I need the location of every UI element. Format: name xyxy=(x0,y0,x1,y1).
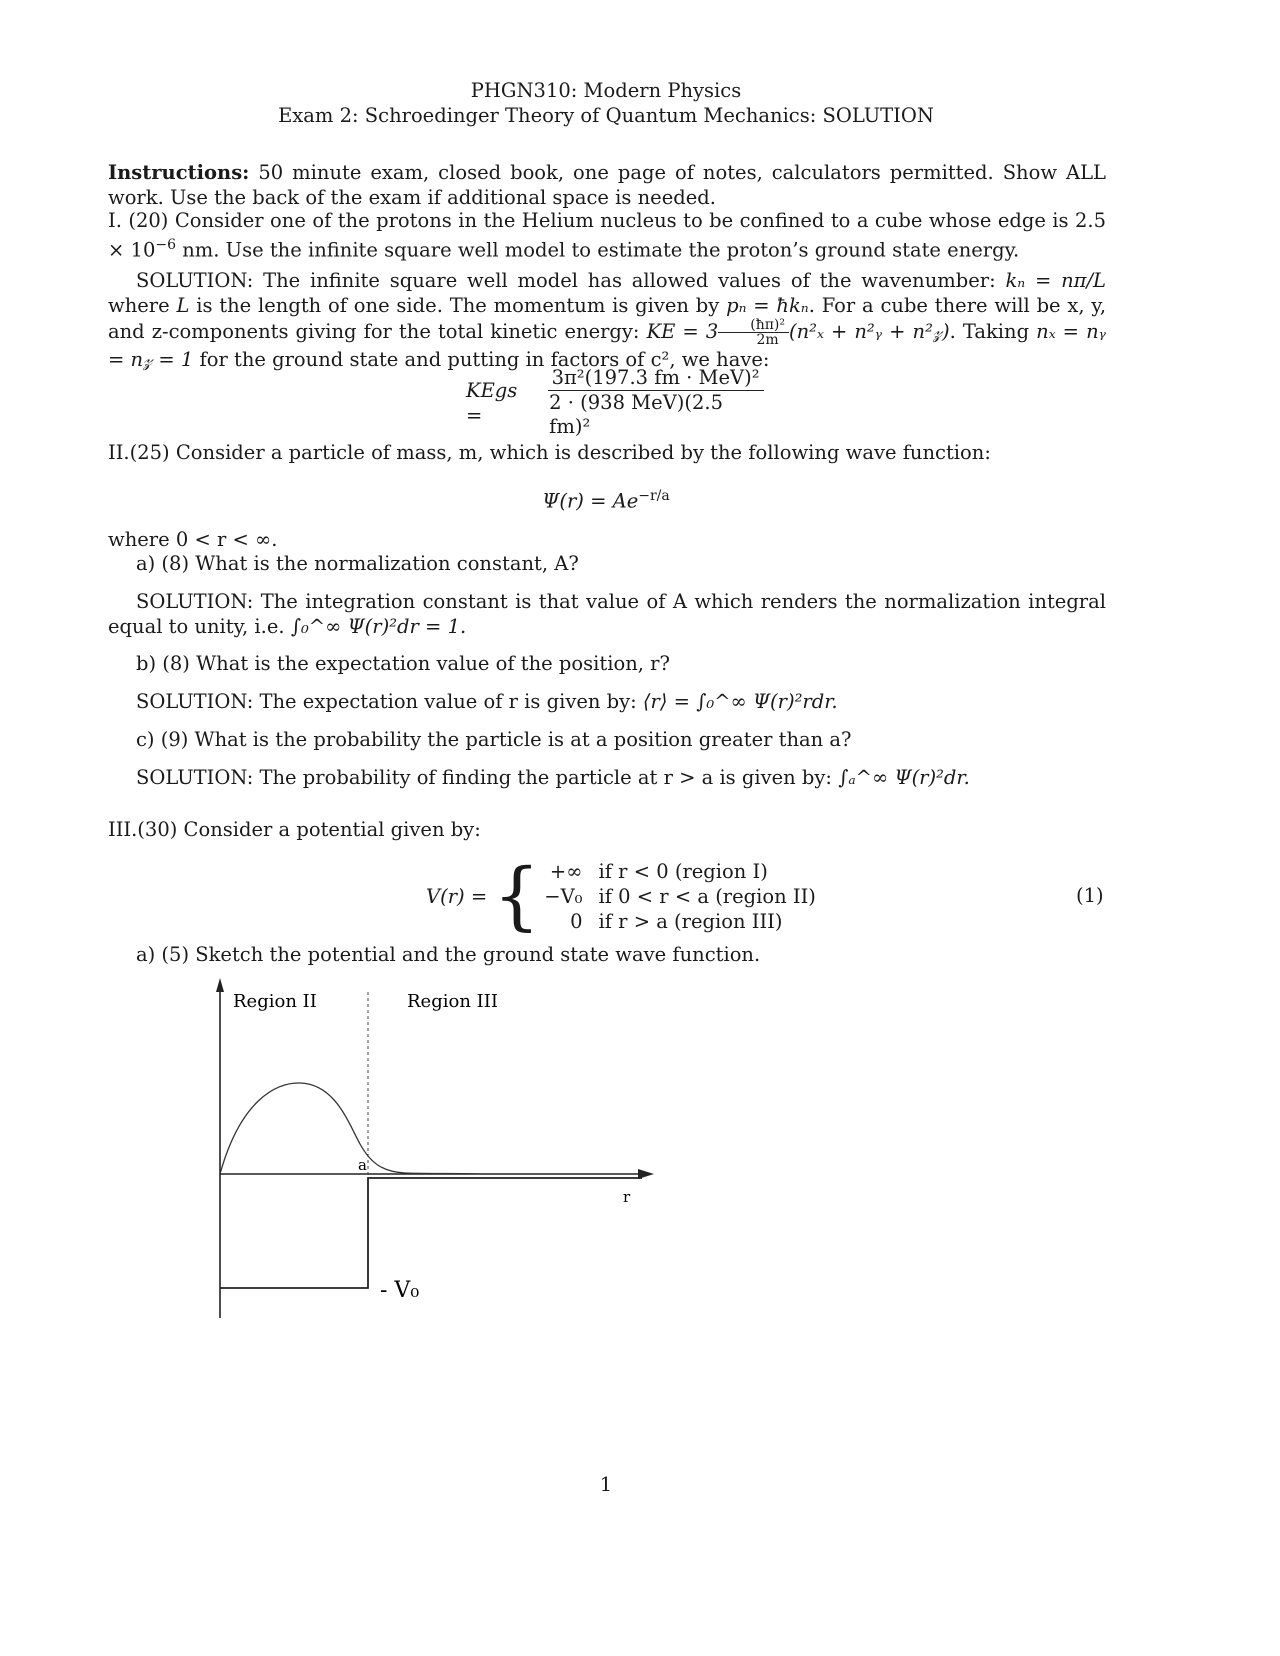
ke-gs-fraction xyxy=(545,366,766,439)
problem-1-exponent: −6 xyxy=(155,237,176,253)
instructions xyxy=(108,160,1106,210)
ke-fraction xyxy=(718,318,789,347)
solution-1-intro: SOLUTION: The infinite square well model has allowed values of the wavenumber: xyxy=(136,269,996,292)
momentum-equation: pₙ = ħkₙ xyxy=(726,294,809,317)
quantum-numbers-equation: nₓ = nᵧ = n𝓏 = 1 xyxy=(108,320,1106,371)
solution-1-momentum-text: is the length of one side. The momentum is given by xyxy=(196,294,720,317)
ke-gs-numerator: 3π²(197.3 fm · MeV)² xyxy=(548,366,764,391)
solution-1-cube-text: . For a cube there will be x, y, and z-components giving for the total kinetic energy: xyxy=(108,294,1107,343)
region-iii-label: Region III xyxy=(407,991,498,1012)
problem-2c-question: c) (9) What is the probability the particle is at a position greater than a? xyxy=(136,728,852,751)
left-brace: { xyxy=(493,853,541,939)
normalization-integral: ∫₀^∞ Ψ(r)²dr = 1. xyxy=(290,615,467,638)
problem-2a-question: a) (8) What is the normalization constant, A? xyxy=(136,552,579,575)
potential-sketch xyxy=(200,972,670,1332)
problem-3-question xyxy=(108,817,1106,842)
equation-number: (1) xyxy=(1076,884,1104,907)
solution-2a-text: SOLUTION: The integration constant is that value of A which renders the normalization integral equal to unity, i.e. xyxy=(108,590,1106,638)
a-label: a xyxy=(358,1156,367,1174)
case-2-condition: if 0 < r < a (region II) xyxy=(598,884,816,908)
page-number: 1 xyxy=(599,1473,613,1496)
problem-1-number: I. (20) xyxy=(108,209,169,232)
solution-1-closing: for the ground state and putting in factors of c², we have: xyxy=(199,348,770,371)
potential-well xyxy=(220,1178,642,1288)
r-label: r xyxy=(623,1188,631,1206)
expectation-integral: ⟨r⟩ = ∫₀^∞ Ψ(r)²rdr. xyxy=(642,690,838,713)
probability-integral: ∫ₐ^∞ Ψ(r)²dr. xyxy=(838,766,970,789)
header xyxy=(0,78,1212,128)
vertical-axis-arrow xyxy=(216,978,224,992)
problem-1-text-b: nm. Use the infinite square well model to estimate the proton’s ground state energy. xyxy=(182,238,1020,262)
ke-ground-state-equation xyxy=(466,366,766,439)
case-1-value: +∞ xyxy=(549,859,583,883)
wavefunction-exponent: −r/a xyxy=(638,488,670,504)
ke-numerator: (ħπ)² xyxy=(718,318,789,333)
ke-rhs: (n²ₓ + n²ᵧ + n²𝓏) xyxy=(789,320,950,343)
potential-cases xyxy=(544,859,816,934)
case-3-condition: if r > a (region III) xyxy=(598,909,783,933)
problem-1-text-a: Consider one of the protons in the Helium nucleus to be confined to a cube whose edge is 2.5 × 10 xyxy=(108,209,1106,262)
problem-2a-solution xyxy=(108,589,1106,639)
case-3-value: 0 xyxy=(570,909,583,933)
v0-label: - V₀ xyxy=(380,1278,420,1303)
wavefunction-base: Ψ(r) = Ae xyxy=(542,489,639,513)
problem-1-solution xyxy=(108,268,1106,372)
problem-3-number: III.(30) xyxy=(108,818,178,841)
exam-title: Exam 2: Schroedinger Theory of Quantum Mechanics: SOLUTION xyxy=(278,104,934,127)
wavefunction-equation xyxy=(0,484,1212,514)
ke-gs-lhs: KEgs = xyxy=(466,378,518,427)
problem-2c-solution xyxy=(136,765,1106,790)
length-variable: L xyxy=(176,294,190,317)
problem-1-question xyxy=(108,208,1106,263)
course-title: PHGN310: Modern Physics xyxy=(470,79,742,102)
case-2-value: −V₀ xyxy=(544,884,583,908)
solution-1-taking: . Taking xyxy=(949,320,1030,343)
problem-2-question xyxy=(108,440,1106,465)
problem-2b-solution xyxy=(136,689,1106,714)
ke-denominator: 2m xyxy=(756,332,779,348)
problem-2b-question: b) (8) What is the expectation value of the position, r? xyxy=(136,652,670,675)
problem-2-number: II.(25) xyxy=(108,441,170,464)
potential-definition xyxy=(426,853,816,939)
solution-1-where: where xyxy=(108,294,170,317)
wave-function-curve xyxy=(220,1083,480,1174)
kn-equation: kₙ = nπ/L xyxy=(1005,269,1106,292)
instructions-text: 50 minute exam, closed book, one page of notes, calculators permitted. Show ALL work. Use the back of the exam if additional space is needed. xyxy=(108,161,1106,209)
case-1-condition: if r < 0 (region I) xyxy=(598,859,768,883)
problem-3a-question: a) (5) Sketch the potential and the ground state wave function. xyxy=(136,943,761,966)
potential-lhs: V(r) = xyxy=(426,884,488,908)
solution-2b-text: SOLUTION: The expectation value of r is given by: xyxy=(136,690,637,713)
ke-gs-denominator: 2 · (938 MeV)(2.5 fm)² xyxy=(549,391,723,438)
solution-2c-text: SOLUTION: The probability of finding the particle at r > a is given by: xyxy=(136,766,832,789)
problem-2-domain: where 0 < r < ∞. xyxy=(108,528,278,551)
ke-lhs: KE = 3 xyxy=(646,320,719,343)
instructions-label: Instructions: xyxy=(108,161,250,184)
problem-3-text: Consider a potential given by: xyxy=(183,818,481,841)
problem-2-text: Consider a particle of mass, m, which is described by the following wave function: xyxy=(175,441,991,464)
region-ii-label: Region II xyxy=(233,991,317,1012)
